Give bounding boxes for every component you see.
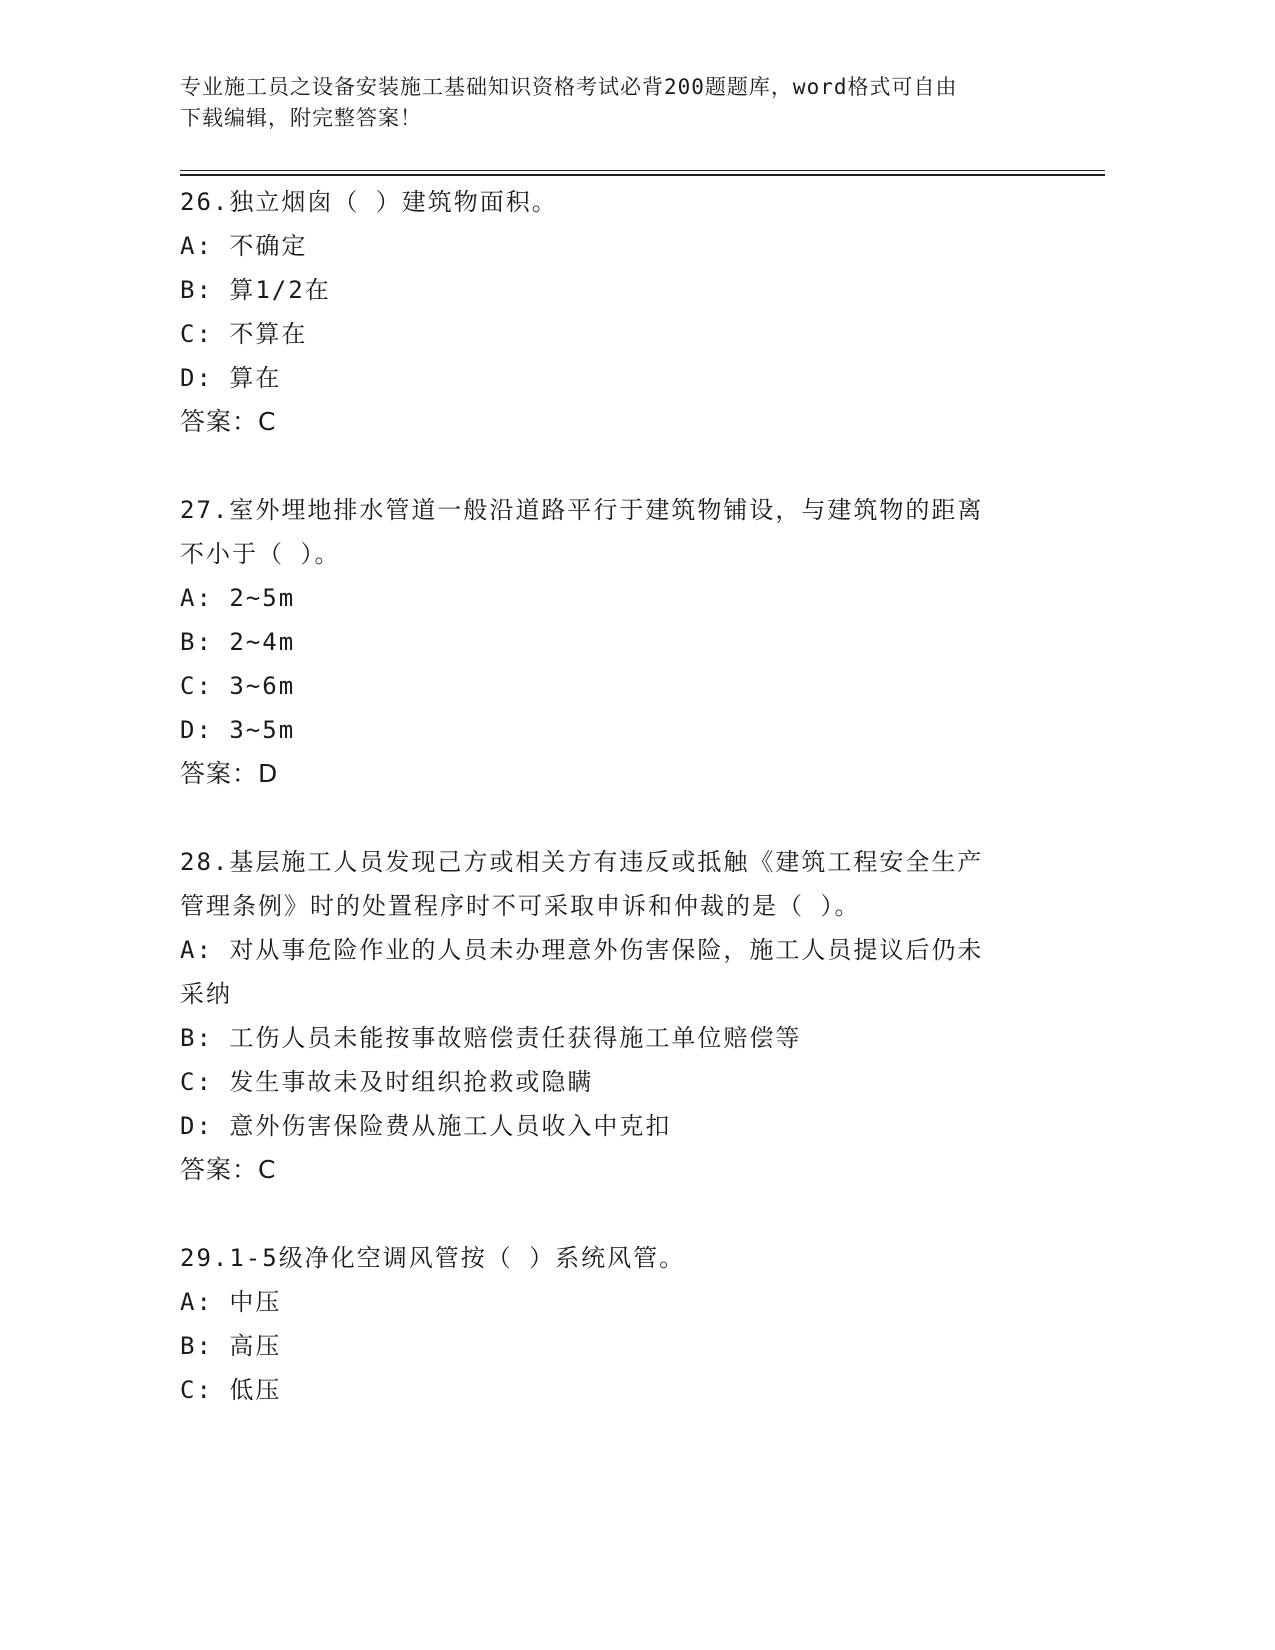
answer: 答案：C [180, 1155, 277, 1184]
option-b: B: 高压 [180, 1332, 282, 1360]
question-stem-continued: 管理条例》时的处置程序时不可采取申诉和仲裁的是（ ）。 [180, 892, 861, 920]
option-d: D: 3~5m [180, 716, 296, 744]
option-c: C: 低压 [180, 1376, 282, 1404]
question-spacer [180, 796, 1050, 840]
option-a: A: 不确定 [180, 232, 308, 260]
option-c: C: 3~6m [180, 672, 296, 700]
question-list [180, 180, 1050, 1412]
question-spacer [180, 1192, 1050, 1236]
option-a: A: 2~5m [180, 584, 296, 612]
question-28 [180, 840, 1050, 1192]
header-divider-bottom [180, 174, 1105, 176]
answer: 答案：C [180, 407, 277, 436]
question-stem: 29.1-5级净化空调风管按（ ）系统风管。 [180, 1244, 686, 1272]
option-c: C: 发生事故未及时组织抢救或隐瞒 [180, 1068, 594, 1096]
option-a-continued: 采纳 [180, 980, 232, 1008]
option-d: D: 算在 [180, 364, 282, 392]
option-b: B: 算1/2在 [180, 276, 331, 304]
header-line-1: 专业施工员之设备安装施工基础知识资格考试必背200题题库，word格式可自由 [180, 75, 958, 99]
header-line-2: 下载编辑，附完整答案！ [180, 106, 422, 130]
option-a: A: 中压 [180, 1288, 282, 1316]
question-stem: 27.室外埋地排水管道一般沿道路平行于建筑物铺设，与建筑物的距离 [180, 496, 984, 524]
question-26 [180, 180, 1050, 444]
option-b: B: 2~4m [180, 628, 296, 656]
question-stem-continued: 不小于（ ）。 [180, 540, 341, 568]
question-spacer [180, 444, 1050, 488]
option-a: A: 对从事危险作业的人员未办理意外伤害保险，施工人员提议后仍未 [180, 936, 984, 964]
question-stem: 28.基层施工人员发现己方或相关方有违反或抵触《建筑工程安全生产 [180, 848, 984, 876]
document-header [180, 72, 1040, 134]
option-b: B: 工伤人员未能按事故赔偿责任获得施工单位赔偿等 [180, 1024, 802, 1052]
header-divider-top [180, 170, 1105, 171]
option-d: D: 意外伤害保险费从施工人员收入中克扣 [180, 1112, 672, 1140]
answer: 答案：D [180, 759, 279, 788]
option-c: C: 不算在 [180, 320, 308, 348]
question-29 [180, 1236, 1050, 1412]
question-27 [180, 488, 1050, 796]
question-stem: 26.独立烟囱（ ）建筑物面积。 [180, 188, 558, 216]
